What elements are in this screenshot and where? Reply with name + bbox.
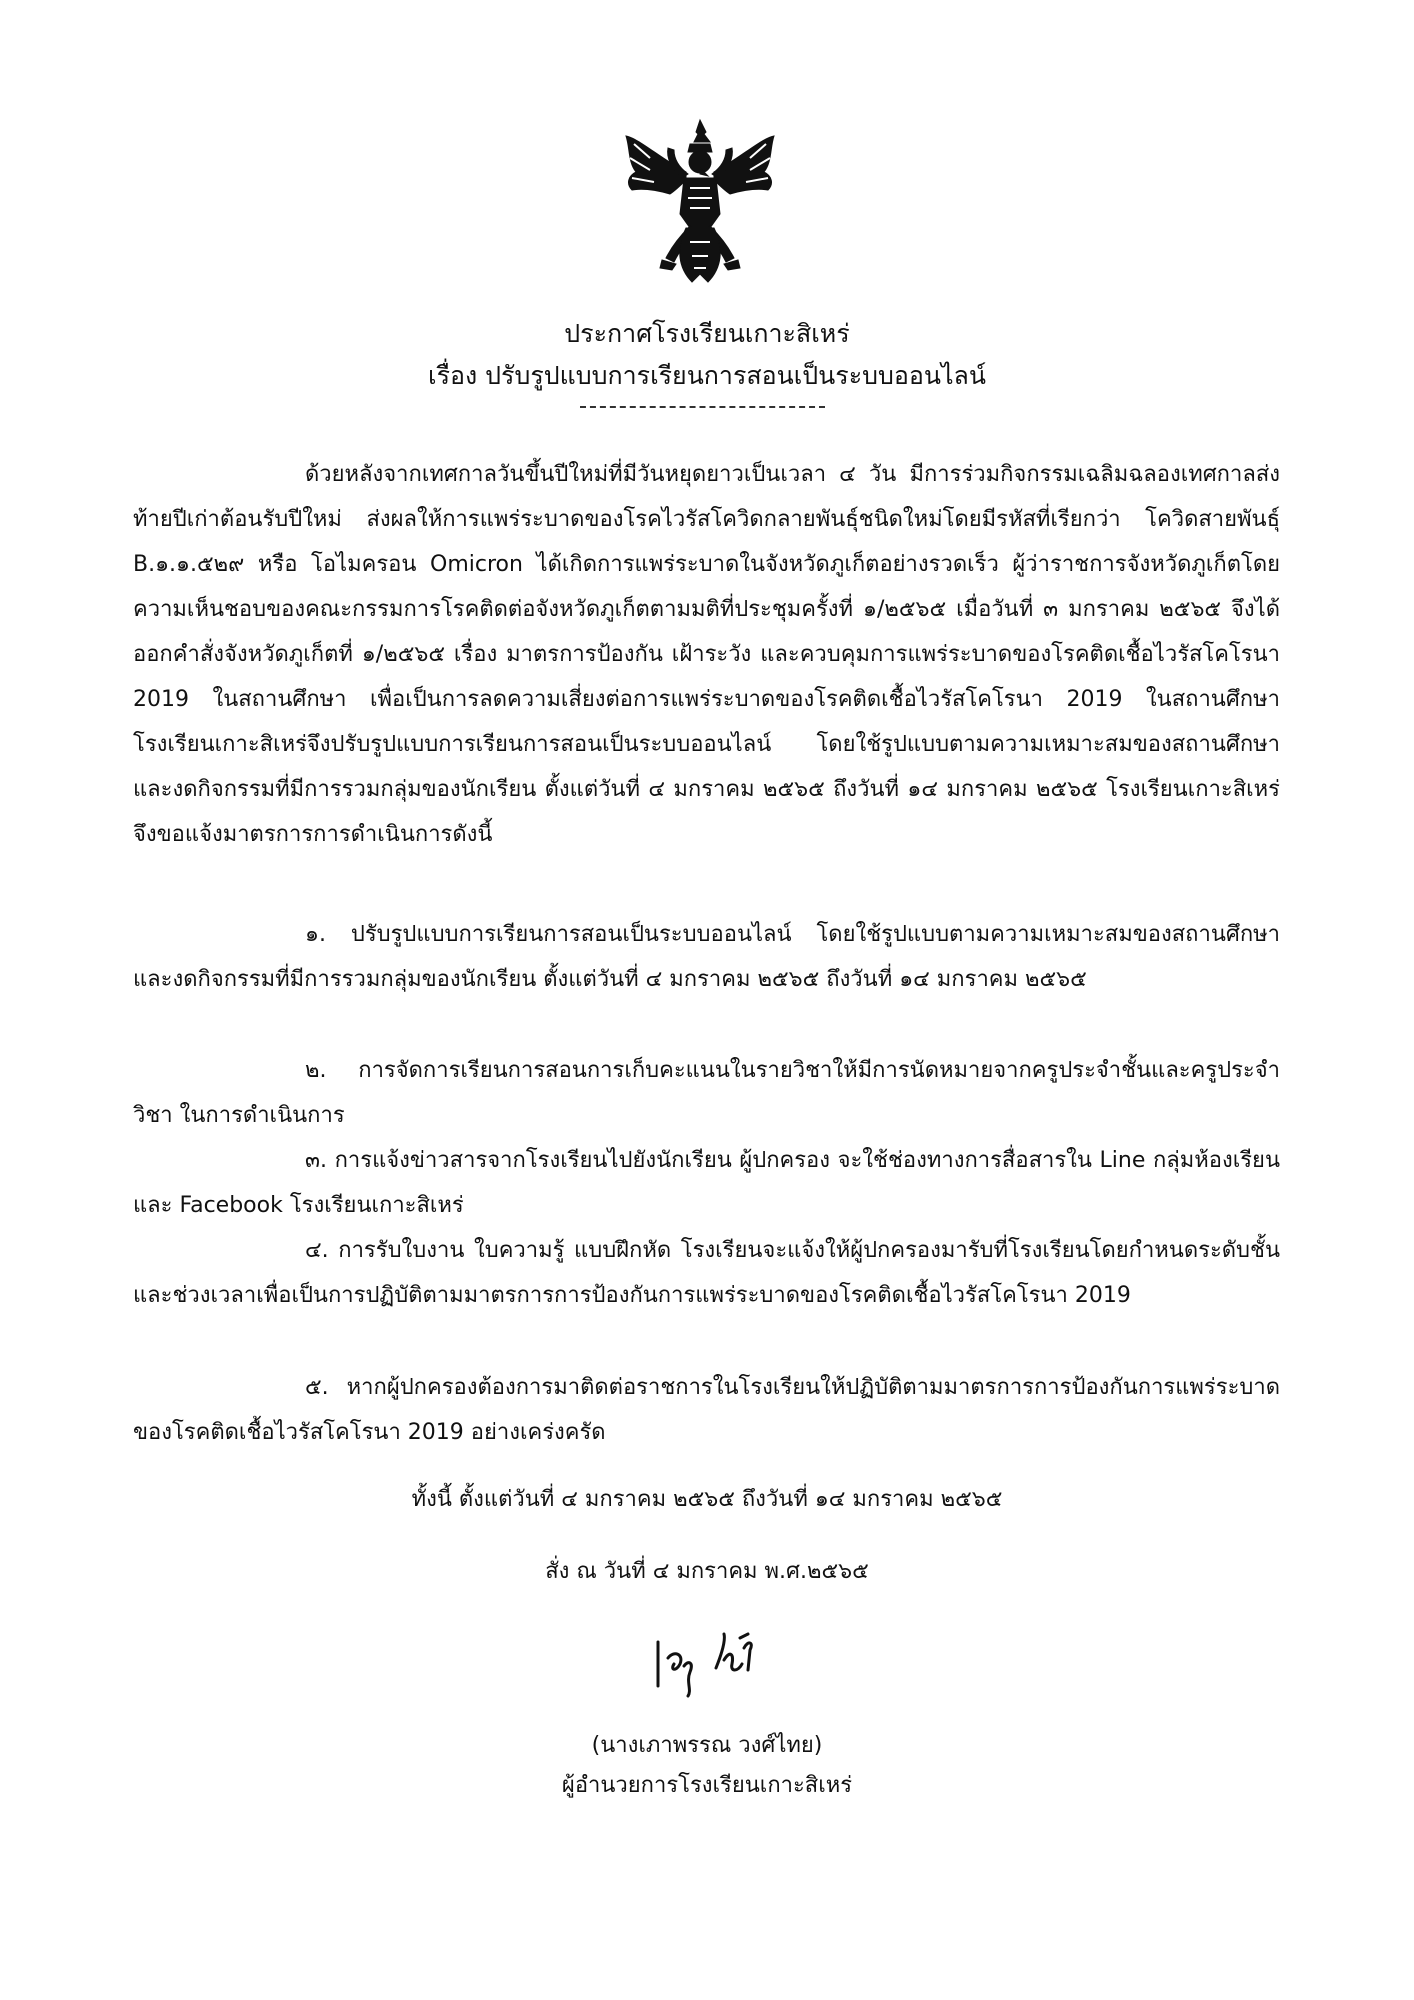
header-divider [580, 406, 825, 408]
garuda-emblem-icon [620, 118, 780, 288]
measure-item-2: ๒. การจัดการเรียนการสอนการเก็บคะแนนในรายวิชาให้มีการนัดหมายจากครูประจำชั้นและครูประจำวิชา ในการดำเนินการ [133, 1058, 1280, 1128]
ordered-date: สั่ง ณ วันที่ ๔ มกราคม พ.ศ.๒๕๖๕ [545, 1559, 869, 1584]
effective-period: ทั้งนี้ ตั้งแต่วันที่ ๔ มกราคม ๒๕๖๕ ถึงวันที่ ๑๔ มกราคม ๒๕๖๕ [411, 1487, 1003, 1512]
announcement-title: ประกาศโรงเรียนเกาะสิเหร่ [564, 319, 850, 348]
handwritten-signature-icon [644, 1620, 774, 1700]
signer-position: ผู้อำนวยการโรงเรียนเกาะสิเหร่ [561, 1773, 853, 1798]
measure-item-1: ๑. ปรับรูปแบบการเรียนการสอนเป็นระบบออนไลน์ โดยใช้รูปแบบตามความเหมาะสมของสถานศึกษาและงดกิจกรรมที่มีการรวมกลุ่มของนักเรียน ตั้งแต่วันที่ ๔ มกราคม ๒๕๖๕ ถึงวันที่ ๑๔ มกราคม ๒๕๖๕ [133, 922, 1280, 992]
announcement-subject: เรื่อง ปรับรูปแบบการเรียนการสอนเป็นระบบออนไลน์ [428, 361, 986, 390]
signer-name: (นางเภาพรรณ วงศ์ไทย) [591, 1733, 823, 1758]
measure-item-4: ๔. การรับใบงาน ใบความรู้ แบบฝึกหัด โรงเรียนจะแจ้งให้ผู้ปกครองมารับที่โรงเรียนโดยกำหนดระดับชั้นและช่วงเวลาเพื่อเป็นการปฏิบัติตามมาตรการการป้องกันการแพร่ระบาดของโรคติดเชื้อไวรัสโคโรนา 2019 [133, 1238, 1280, 1308]
intro-paragraph: ด้วยหลังจากเทศกาลวันขึ้นปีใหม่ที่มีวันหยุดยาวเป็นเวลา ๔ วัน มีการร่วมกิจกรรมเฉลิมฉลองเทศกาลส่งท้ายปีเก่าต้อนรับปีใหม่ ส่งผลให้การแพร่ระบาดของโรคไวรัสโควิดกลายพันธุ์ชนิดใหม่โดยมีรหัสที่เรียกว่า โควิดสายพันธุ์ B.๑.๑.๕๒๙ หรือ โอไมครอน Omicron ได้เกิดการแพร่ระบาดในจังหวัดภูเก็ตอย่างรวดเร็ว ผู้ว่าราชการจังหวัดภูเก็ตโดยความเห็นชอบของคณะกรรมการโรคติดต่อจังหวัดภูเก็ตตามมติที่ประชุมครั้งที่ ๑/๒๕๖๕ เมื่อวันที่ ๓ มกราคม ๒๕๖๕ จึงได้ออกคำสั่งจังหวัดภูเก็ตที่ ๑/๒๕๖๕ เรื่อง มาตรการป้องกัน เฝ้าระวัง และควบคุมการแพร่ระบาดของโรคติดเชื้อไวรัสโคโรนา 2019 ในสถานศึกษา เพื่อเป็นการลดความเสี่ยงต่อการแพร่ระบาดของโรคติดเชื้อไวรัสโคโรนา 2019 ในสถานศึกษา โรงเรียนเกาะสิเหร่จึงปรับรูปแบบการเรียนการสอนเป็นระบบออนไลน์ โดยใช้รูปแบบตามความเหมาะสมของสถานศึกษาและงดกิจกรรมที่มีการรวมกลุ่มของนักเรียน ตั้งแต่วันที่ ๔ มกราคม ๒๕๖๕ ถึงวันที่ ๑๔ มกราคม ๒๕๖๕ โรงเรียนเกาะสิเหร่ จึงขอแจ้งมาตรการการดำเนินการดังนี้ [133, 462, 1280, 847]
measure-item-3: ๓. การแจ้งข่าวสารจากโรงเรียนไปยังนักเรียน ผู้ปกครอง จะใช้ช่องทางการสื่อสารใน Line กลุ่มห้องเรียน และ Facebook โรงเรียนเกาะสิเหร่ [133, 1148, 1280, 1218]
measure-item-5: ๕. หากผู้ปกครองต้องการมาติดต่อราชการในโรงเรียนให้ปฏิบัติตามมาตรการการป้องกันการแพร่ระบาดของโรคติดเชื้อไวรัสโคโรนา 2019 อย่างเคร่งครัด [133, 1375, 1280, 1445]
